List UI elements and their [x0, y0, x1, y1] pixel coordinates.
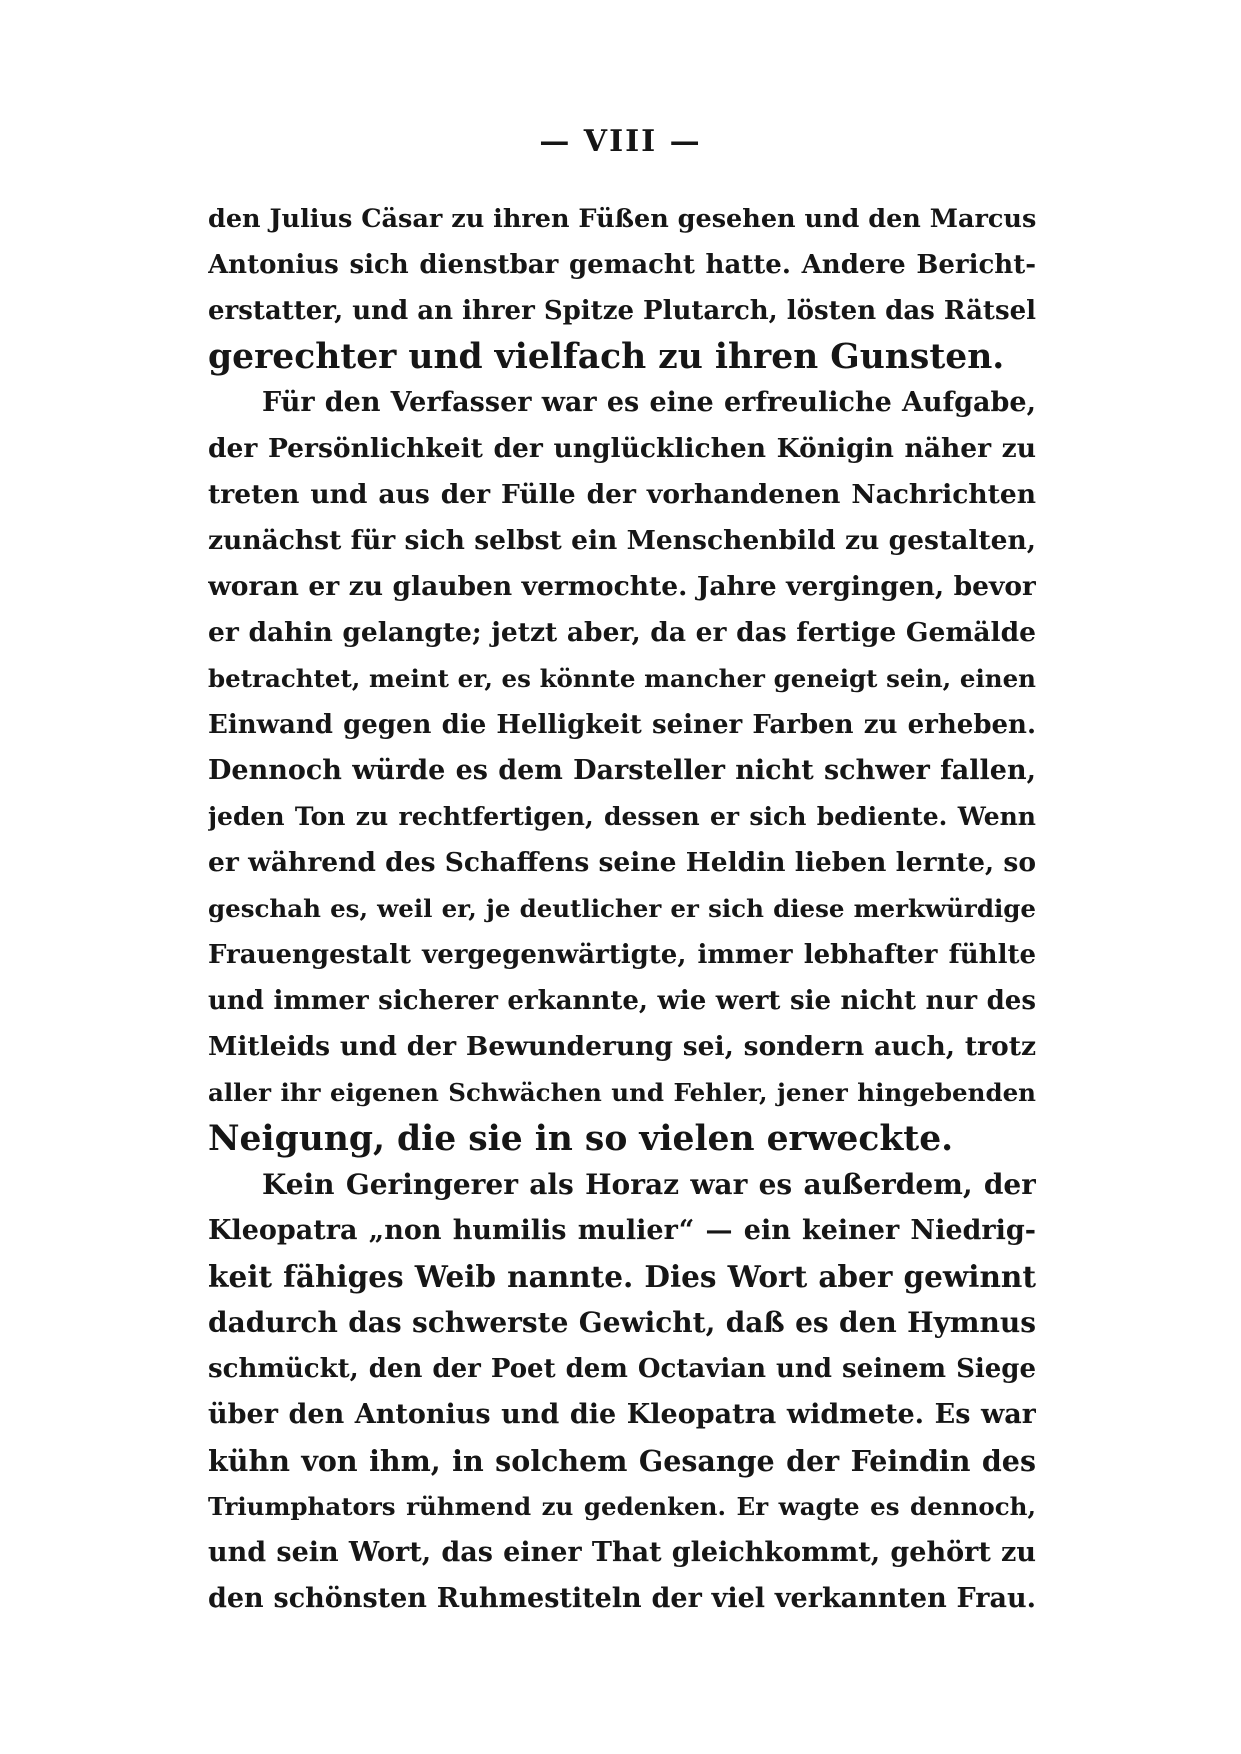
text-line: gerechter und vielfach zu ihren Gunsten.	[208, 337, 1005, 377]
text-line: und immer sicherer erkannte, wie wert sie nicht nur des	[208, 986, 1036, 1016]
text-line: über den Antonius und die Kleopatra widmete. Es war	[208, 1399, 1036, 1430]
text-line: er dahin gelangte; jetzt aber, da er das fertige Gemälde	[208, 617, 1036, 648]
text-line: Einwand gegen die Helligkeit seiner Farben zu erheben.	[208, 710, 1036, 740]
text-line: betrachtet, meint er, es könnte mancher geneigt sein, einen	[208, 664, 1036, 693]
text-line: kühn von ihm, in solchem Gesange der Feindin des	[208, 1444, 1036, 1478]
text-line: er während des Schaffens seine Heldin lieben lernte, so	[208, 847, 1036, 878]
text-line: Mitleids und der Bewunderung sei, sondern auch, trotz	[208, 1031, 1036, 1062]
text-line: und sein Wort, das einer That gleichkommt, gehört zu	[208, 1537, 1036, 1568]
text-line: den schönsten Ruhmestiteln der viel verkannten Frau.	[208, 1583, 1036, 1614]
text-line: Kein Geringerer als Horaz war es außerdem, der	[262, 1168, 1036, 1201]
body-text	[208, 196, 1036, 1622]
text-line: Dennoch würde es dem Darsteller nicht schwer fallen,	[208, 755, 1036, 786]
text-line: erstatter, und an ihrer Spitze Plutarch, lösten das Rätsel	[208, 296, 1036, 326]
text-line: Kleopatra „non humilis mulier“ — ein keiner Niedrig-	[208, 1215, 1036, 1246]
text-line: zunächst für sich selbst ein Menschenbild zu gestalten,	[208, 525, 1036, 556]
text-line: der Persönlichkeit der unglücklichen Königin näher zu	[208, 433, 1036, 464]
text-line: Für den Verfasser war es eine erfreuliche Aufgabe,	[262, 387, 1036, 418]
text-line: jeden Ton zu rechtfertigen, dessen er sich bediente. Wenn	[208, 802, 1036, 831]
text-line: Neigung, die sie in so vielen erweckte.	[208, 1119, 954, 1159]
text-line: Antonius sich dienstbar gemacht hatte. Andere Bericht-	[208, 250, 1036, 280]
text-line: woran er zu glauben vermochte. Jahre vergingen, bevor	[208, 571, 1036, 602]
text-line: dadurch das schwerste Gewicht, daß es den Hymnus	[208, 1306, 1036, 1339]
text-line: schmückt, den der Poet dem Octavian und seinem Siege	[208, 1354, 1036, 1384]
text-line: keit fähiges Weib nannte. Dies Wort aber gewinnt	[208, 1259, 1036, 1294]
text-line: den Julius Cäsar zu ihren Füßen gesehen und den Marcus	[208, 204, 1036, 234]
text-line: treten und aus der Fülle der vorhandenen Nachrichten	[208, 479, 1036, 510]
text-line: aller ihr eigenen Schwächen und Fehler, jener hingebenden	[208, 1078, 1036, 1107]
text-line: Triumphators rühmend zu gedenken. Er wagte es dennoch,	[208, 1492, 1036, 1521]
text-line: Frauengestalt vergegenwärtigte, immer lebhafter fühlte	[208, 940, 1036, 970]
text-line: geschah es, weil er, je deutlicher er sich diese merkwürdige	[208, 894, 1036, 923]
page-number: — VIII —	[539, 124, 702, 159]
